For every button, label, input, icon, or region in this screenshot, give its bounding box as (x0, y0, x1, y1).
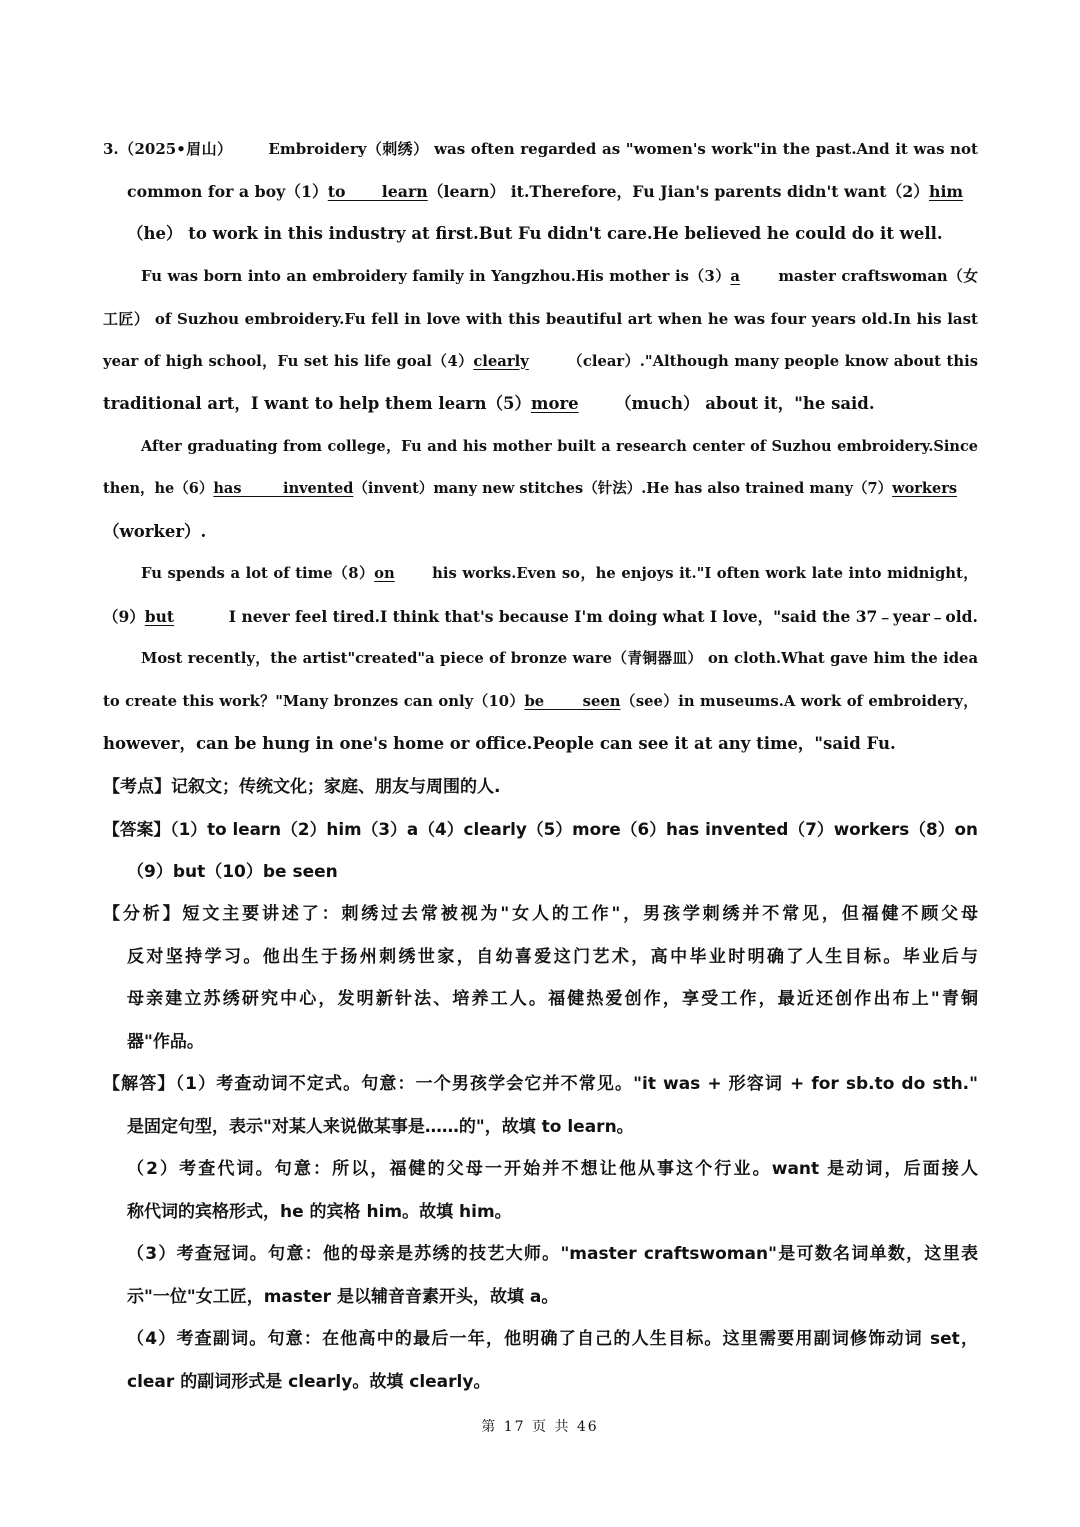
question-line-8: After graduating from college，Fu and his mother built a research center of Suzhou embroidery.Since (141, 437, 978, 455)
question-line-15: however，can be hung in one's home or office.People can see it at any time，"said Fu. (103, 734, 896, 753)
answer-blank-5: more (531, 394, 579, 413)
page-footer: 第 17 页 共 46 (481, 1419, 599, 1435)
solution-line-6: 示"一位"女工匠，master 是以辅音音素开头，故填 a。 (127, 1286, 559, 1307)
solution-line-5: （3）考查冠词。句意：他的母亲是苏绣的技艺大师。"master craftswoman"是可数名词单数，这里表 (127, 1244, 978, 1264)
analysis-line-3: 母亲建立苏绣研究中心，发明新针法、培养工人。福健热爱创作，享受工作，最近还创作出布上"青铜 (127, 989, 978, 1009)
answer-blank-3: a (730, 267, 740, 285)
answer-line-2: （9）but（10）be seen (127, 861, 338, 882)
solution-line-4: 称代词的宾格形式，he 的宾格 him。故填 him。 (127, 1201, 512, 1222)
question-line-2: common for a boy（1）to learn（learn） it.Therefore，Fu Jian's parents didn't want（2）him (103, 171, 978, 214)
document-body (103, 128, 978, 1403)
question-line-3: （he） to work in this industry at first.But Fu didn't care.He believed he could do it well. (127, 224, 943, 243)
question-line-13: Most recently，the artist"created"a piece of bronze ware（青铜器皿） on cloth.What gave him the idea (141, 650, 978, 667)
solution-line-2: 是固定句型，表示"对某人来说做某事是……的"，故填 to learn。 (127, 1116, 634, 1137)
question-line-6: year of high school，Fu set his life goal（4）clearly （clear）."Although many people know about this (103, 341, 978, 384)
question-number: 3.（2025•眉山） (103, 140, 233, 158)
question-line-7: traditional art，I want to help them learn（5）more （much） about it，"he said. (103, 383, 978, 426)
question-line-1: 3.（2025•眉山） Embroidery（刺绣） was often regarded as "women's work"in the past.And it was not (103, 140, 978, 158)
solution-line-8: clear 的副词形式是 clearly。故填 clearly。 (127, 1371, 491, 1392)
answer-blank-4: clearly (473, 352, 529, 370)
analysis-line-2: 反对坚持学习。他出生于扬州刺绣世家，自幼喜爱这门艺术，高中毕业时明确了人生目标。毕业后与 (127, 946, 978, 967)
answer-blank-10: be seen (524, 692, 621, 710)
solution-line-7: （4）考查副词。句意：在他高中的最后一年，他明确了自己的人生目标。这里需要用副词修饰动词 set， (127, 1329, 978, 1349)
question-line-4: Fu was born into an embroidery family in Yangzhou.His mother is（3）a master craftswoman（女 (103, 256, 978, 299)
analysis-line-1: 【分析】短文主要讲述了：刺绣过去常被视为"女人的工作"，男孩学刺绣并不常见，但福健不顾父母 (103, 904, 978, 924)
solution-line-3: （2）考查代词。句意：所以，福健的父母一开始并不想让他从事这个行业。want 是动词，后面接人 (127, 1159, 978, 1179)
answer-blank-8: on (374, 565, 395, 582)
answer-line-1: 【答案】（1）to learn（2）him（3）a（4）clearly（5）more（6）has invented（7）workers（8）on (103, 819, 978, 839)
kaodian-line: 【考点】记叙文；传统文化；家庭、朋友与周围的人. (103, 776, 501, 797)
question-line-12: （9）but I never feel tired.I think that's because I'm doing what I love，"said the 37﹣year﹣old. (103, 596, 978, 639)
question-line-5: 工匠） of Suzhou embroidery.Fu fell in love with this beautiful art when he was four years old.In his last (103, 310, 978, 328)
analysis-line-4: 器"作品。 (127, 1031, 204, 1052)
question-line-10: （worker）. (103, 521, 207, 541)
answer-blank-9: but (144, 606, 175, 626)
answer-blank-7: workers (892, 480, 958, 497)
answer-blank-6: has invented (213, 480, 354, 497)
question-line-11: Fu spends a lot of time（8）on his works.Even so，he enjoys it."I often work late into midnight， (103, 553, 978, 596)
answer-blank-1: to learn (327, 181, 428, 201)
solution-line-1: 【解答】（1）考查动词不定式。句意：一个男孩学会它并不常见。"it was + 形容词 + for sb.to do sth." (103, 1074, 978, 1094)
question-line-9: then，he（6）has invented（invent）many new stitches（针法）.He has also trained many（7）workers (103, 468, 978, 511)
answer-blank-2: him (929, 181, 964, 201)
question-line-14: to create this work？"Many bronzes can only（10）be seen（see）in museums.A work of embroidery， (103, 681, 978, 724)
